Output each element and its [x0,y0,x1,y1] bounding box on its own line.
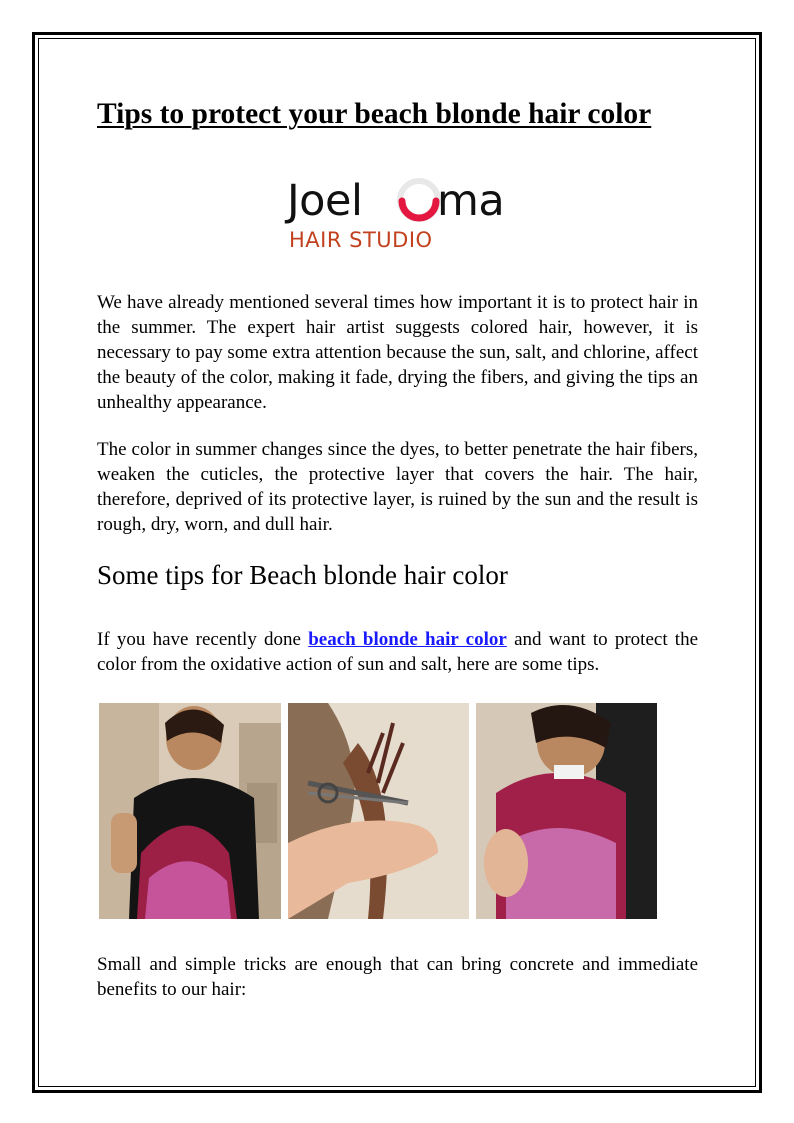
page-title: Tips to protect your beach blonde hair color [97,98,652,130]
paragraph-intro: We have already mentioned several times how important it is to protect hair in the summer. The expert hair artist suggests colored hair, however, it is necessary to pay some extra attention because the sun, salt, and chlorine, affect the beauty of the color, making it fade, drying the fibers, and giving the tips an unhealthy appearance. [97,292,698,413]
paragraph-color-summer: The color in summer changes since the dyes, to better penetrate the hair fibers, weaken the cuticles, the protective layer that covers the hair. The hair, therefore, deprived of its protective layer, is ruined by the sun and the result is rough, dry, worn, and dull hair. [97,439,698,535]
joeloma-logo [277,170,517,258]
salon-photo-stylist [99,703,281,919]
logo-word-left: Joel [287,176,363,226]
paragraph-tips-intro [97,627,698,677]
section-heading: Some tips for Beach blonde hair color [97,560,508,590]
salon-photo-scissors [288,703,469,919]
logo-subtitle: HAIR STUDIO [289,228,433,252]
paragraph-tips-after: and want to protect the color from the oxidative action of sun and salt, here are some tips. [97,629,699,675]
paragraph-tips-before: If you have recently done [97,629,301,650]
logo-o-mark-icon [397,174,441,224]
beach-blonde-link[interactable]: beach blonde hair color [308,629,507,650]
salon-photo-coloring [476,703,657,919]
paragraph-small-tricks: Small and simple tricks are enough that can bring concrete and immediate benefits to our hair: [97,954,698,1000]
logo-word-right: ma [437,176,505,226]
